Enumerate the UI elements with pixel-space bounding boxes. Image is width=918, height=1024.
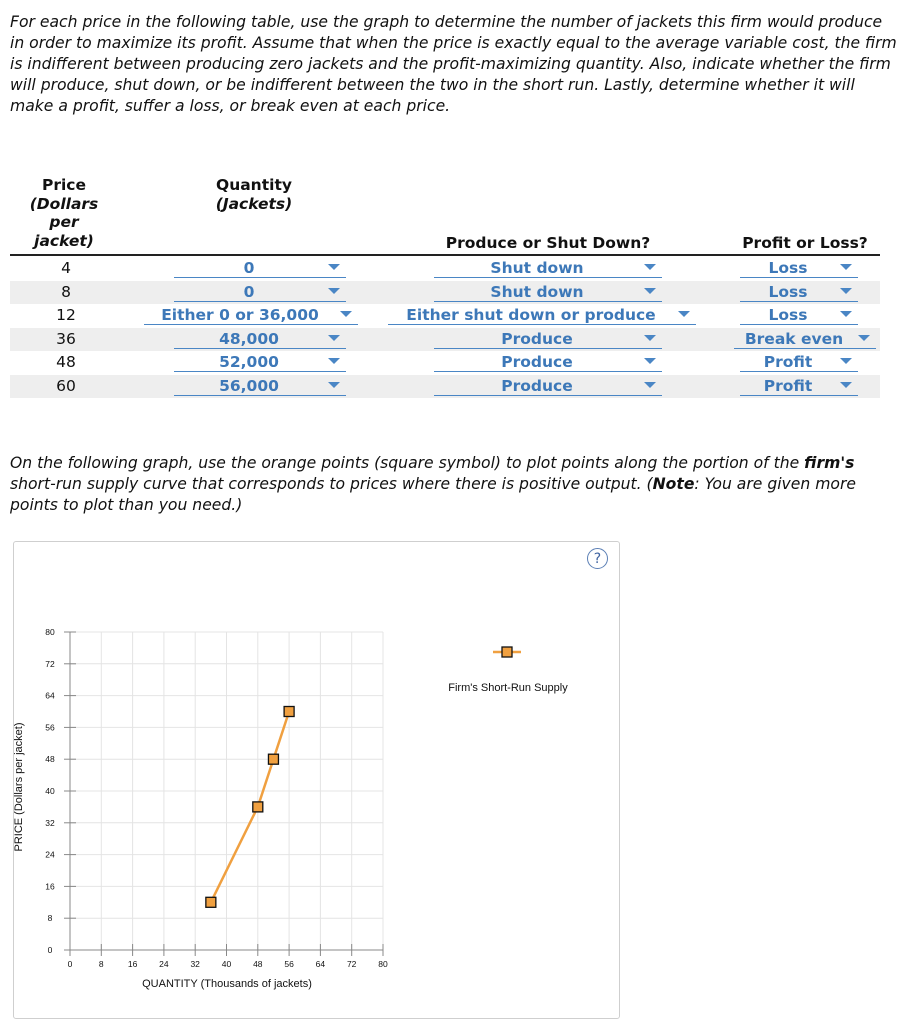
help-button[interactable]: ? [587,548,608,569]
x-tick-label: 72 [346,959,357,969]
profit-value: Profit [763,376,813,395]
produce-value: Shut down [490,259,584,277]
x-tick-label: 32 [190,959,200,969]
instruction-bold-text: firm's [804,454,855,472]
y-tick-label: 16 [45,881,55,892]
profit-column-header: Profit or Loss? [742,234,868,252]
chart-grid [70,632,383,950]
price-cell: 8 [61,282,71,301]
x-axis-label: QUANTITY (Thousands of jackets) [142,978,312,990]
price-header-line: (Dollars [29,194,99,213]
y-tick-label: 72 [45,658,55,669]
y-tick-label: 32 [45,817,55,828]
x-tick-label: 64 [315,959,326,969]
profit-value: Loss [768,306,808,324]
x-tick-label: 80 [378,959,388,969]
x-tick-label: 24 [159,959,169,969]
instruction-text: : You are given more points to plot than you need.) [10,475,856,514]
price-header-line: per [49,213,79,231]
profit-value: Profit [763,353,813,371]
x-tick-label: 16 [127,959,138,969]
x-tick-label: 40 [221,959,232,969]
price-cell: 60 [56,376,76,395]
produce-column-header: Produce or Shut Down? [445,234,651,252]
legend-marker[interactable] [502,647,512,657]
supply-point[interactable] [253,802,263,812]
profit-value: Loss [768,259,808,277]
quantity-header-line: (Jackets) [215,194,293,213]
price-header-line: jacket) [34,231,94,250]
produce-value: Produce [501,329,573,348]
profit-value: Break even [744,329,844,348]
x-tick-label: 0 [67,959,73,969]
y-tick-label: 24 [45,849,55,860]
quantity-value: 0 [243,282,255,301]
instruction-bold-text: Note [652,475,695,493]
produce-value: Either shut down or produce [406,306,656,324]
produce-value: Produce [501,376,573,395]
supply-point[interactable] [284,707,294,717]
supply-curve-line [211,712,289,903]
y-tick-label: 0 [47,945,53,955]
y-tick-label: 64 [45,690,55,701]
instruction-text: short-run supply curve that corresponds to prices where there is positive output. ( [10,475,653,493]
profit-value: Loss [768,282,808,301]
instruction-text: On the following graph, use the orange points (square symbol) to plot points along the portion of the [10,454,805,472]
produce-value: Produce [501,353,573,371]
y-tick-label: 80 [45,627,55,637]
price-cell: 4 [61,259,71,277]
y-axis-label: PRICE (Dollars per jacket) [13,722,25,852]
x-tick-label: 8 [98,959,104,969]
quantity-header-line: Quantity [216,176,292,194]
produce-value: Shut down [490,282,584,301]
price-cell: 12 [56,306,76,324]
supply-point[interactable] [206,897,216,907]
instructions-paragraph: For each price in the following table, use the graph to determine the number of jackets this firm would produce in order to maximize its profit. Assume that when the price is exactly equal to the average variable cost, the firm is indifferent between producing zero jackets and the profit-maximizing quantity. Also, indicate whether the firm will produce, shut down, or be indifferent between the two in the short run. Lastly, determine whether it will make a profit, suffer a loss, or break even at each price. [10,13,897,115]
quantity-value: 52,000 [219,353,279,371]
quantity-value: Either 0 or 36,000 [161,306,319,324]
y-tick-label: 56 [45,722,55,733]
chart-legend [448,647,568,694]
quantity-value: 56,000 [219,376,279,395]
x-tick-label: 56 [284,959,294,969]
chart-series [206,707,294,908]
price-cell: 48 [56,353,76,371]
quantity-value: 0 [243,259,255,277]
x-tick-label: 48 [253,959,263,969]
y-tick-label: 8 [47,913,53,924]
y-tick-label: 48 [45,754,55,765]
price-header-line: Price [41,176,87,194]
quantity-value: 48,000 [219,329,279,348]
price-cell: 36 [56,329,76,348]
y-tick-label: 40 [45,786,55,796]
legend-label: Firm's Short-Run Supply [448,682,568,694]
supply-point[interactable] [268,754,278,764]
